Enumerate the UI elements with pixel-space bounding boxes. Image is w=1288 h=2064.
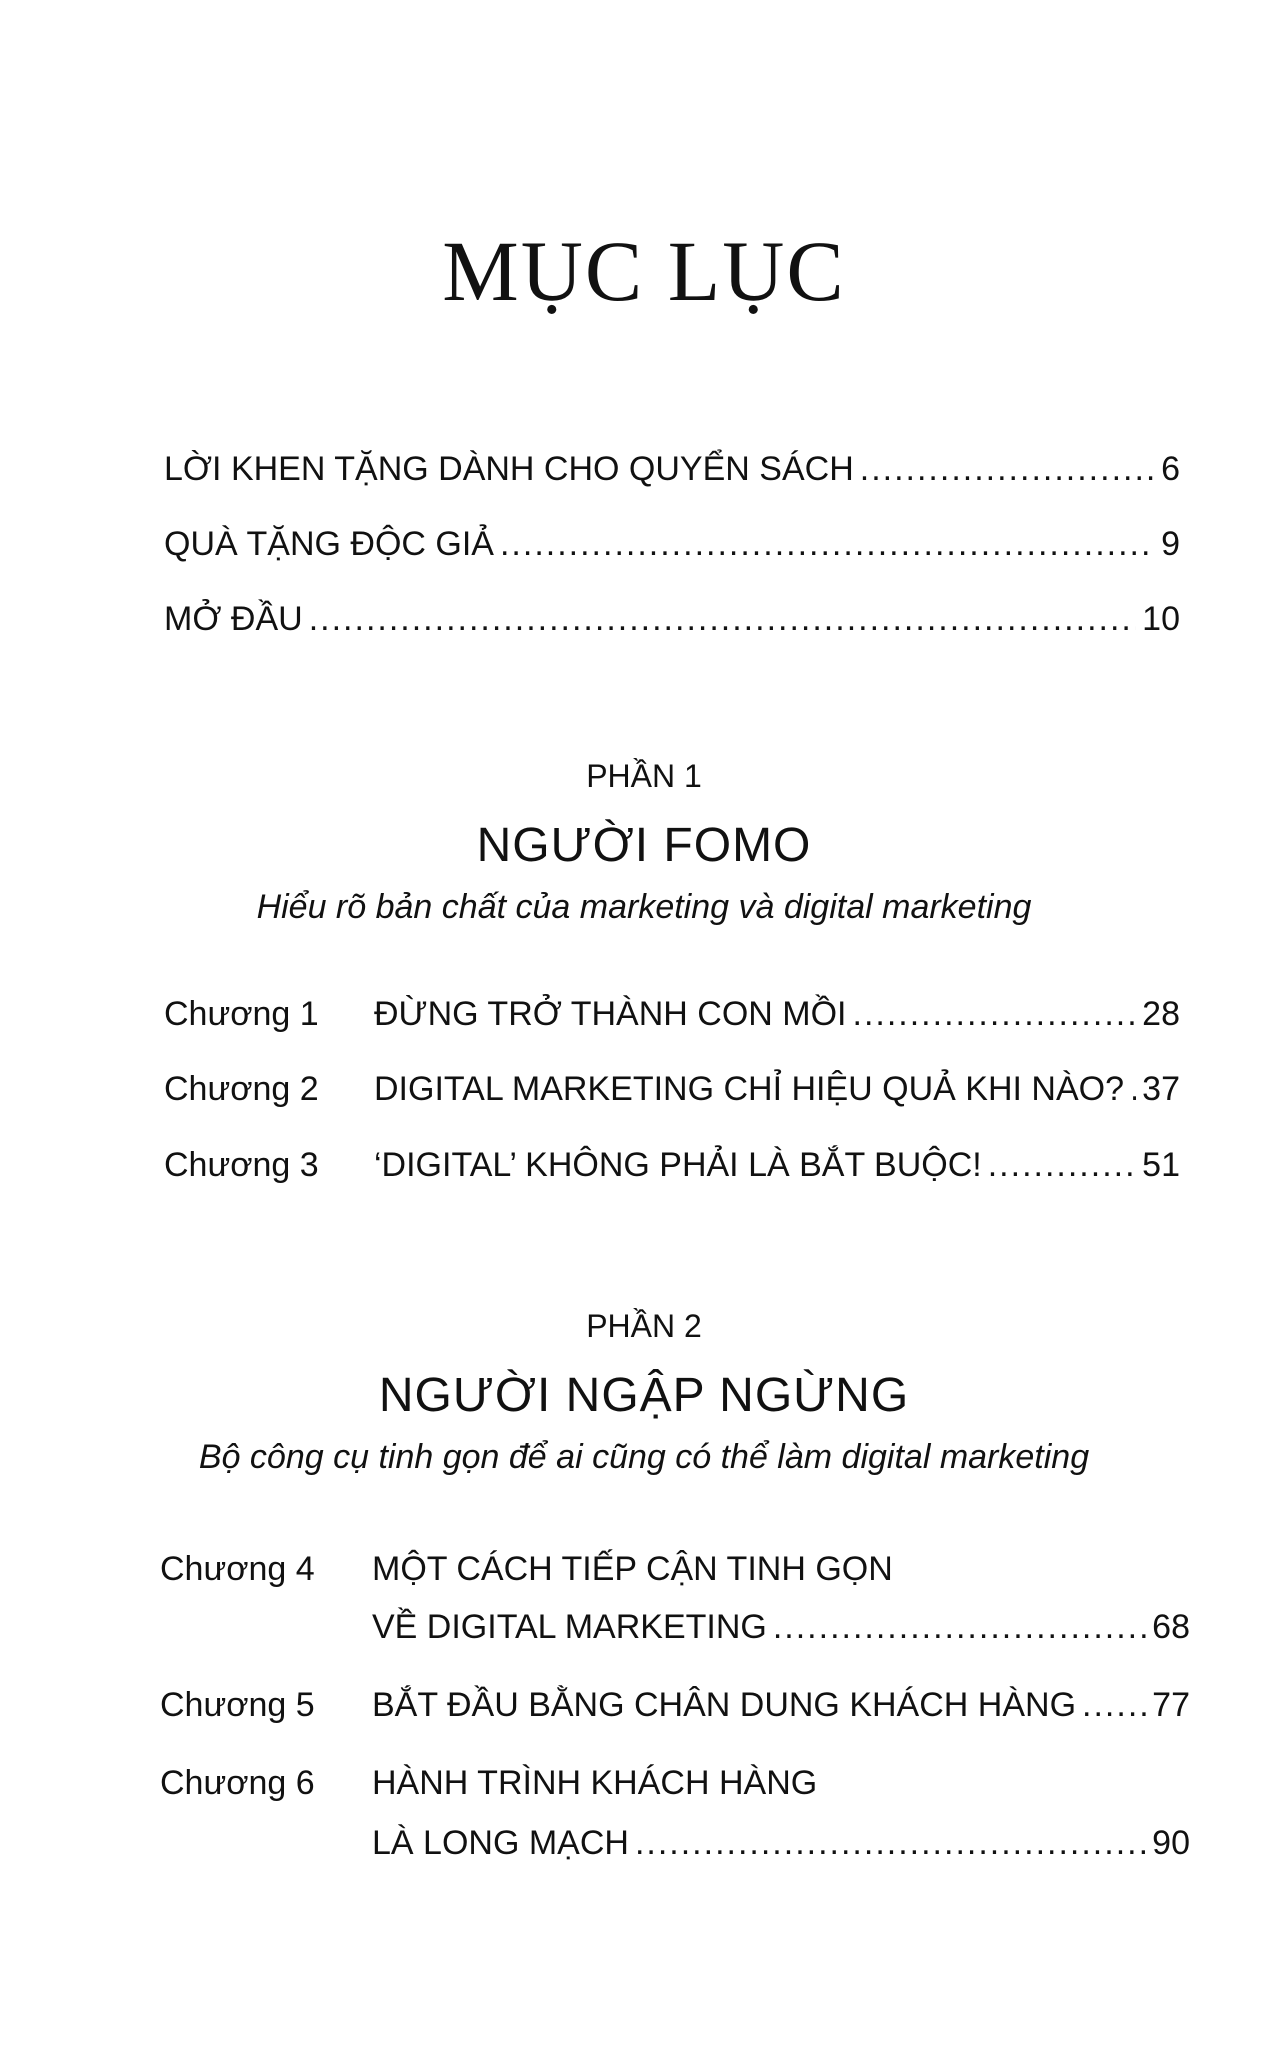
toc-entry-label: LỜI KHEN TẶNG DÀNH CHO QUYỂN SÁCH xyxy=(164,450,854,488)
dot-leader xyxy=(635,1826,1146,1860)
chapter-number-label: Chương 1 xyxy=(164,995,319,1033)
toc-entry-chapter-4[interactable] xyxy=(372,1610,1190,1644)
toc-entry-label: QUÀ TẶNG ĐỘC GIẢ xyxy=(164,525,494,563)
dot-leader xyxy=(853,997,1137,1031)
toc-entry-chapter-3[interactable] xyxy=(374,1148,1180,1182)
part-1-label: PHẦN 1 xyxy=(586,758,702,794)
dot-leader xyxy=(1082,1688,1146,1722)
dot-leader xyxy=(309,602,1136,636)
dot-leader xyxy=(1130,1072,1136,1106)
chapter-page: 51 xyxy=(1142,1146,1180,1184)
chapter-number-label: Chương 3 xyxy=(164,1146,319,1184)
toc-entry-chapter-1[interactable] xyxy=(374,997,1180,1031)
chapter-page: 90 xyxy=(1152,1824,1190,1862)
part-2-title: NGƯỜI NGẬP NGỪNG xyxy=(378,1369,910,1422)
toc-entry-chapter-2[interactable] xyxy=(374,1072,1180,1106)
chapter-page: 37 xyxy=(1142,1070,1180,1108)
toc-entry-chapter-5[interactable] xyxy=(372,1688,1190,1722)
chapter-title: HÀNH TRÌNH KHÁCH HÀNG xyxy=(372,1764,818,1802)
toc-entry-front-matter[interactable] xyxy=(164,452,1180,486)
toc-entry-page: 6 xyxy=(1161,450,1180,488)
chapter-title-continued: LÀ LONG MẠCH xyxy=(372,1824,629,1862)
chapter-number-label: Chương 2 xyxy=(164,1070,319,1108)
toc-entry-page: 9 xyxy=(1161,525,1180,563)
dot-leader xyxy=(988,1148,1136,1182)
page-title: MỤC LỤC xyxy=(442,223,846,319)
toc-entry-label: MỞ ĐẦU xyxy=(164,600,303,638)
chapter-title: MỘT CÁCH TIẾP CẬN TINH GỌN xyxy=(372,1550,893,1588)
chapter-number-label: Chương 4 xyxy=(160,1550,315,1588)
part-1-subtitle: Hiểu rõ bản chất của marketing và digital marketing xyxy=(256,888,1032,926)
toc-entry-front-matter[interactable] xyxy=(164,602,1180,636)
part-1-title: NGƯỜI FOMO xyxy=(476,819,812,872)
toc-entry-front-matter[interactable] xyxy=(164,527,1180,561)
part-2-subtitle: Bộ công cụ tinh gọn để ai cũng có thể làm digital marketing xyxy=(198,1438,1090,1476)
chapter-page: 28 xyxy=(1142,995,1180,1033)
chapter-title: ĐỪNG TRỞ THÀNH CON MỒI xyxy=(374,995,847,1033)
dot-leader xyxy=(860,452,1155,486)
dot-leader xyxy=(500,527,1155,561)
chapter-number-label: Chương 6 xyxy=(160,1764,315,1802)
chapter-title-continued: VỀ DIGITAL MARKETING xyxy=(372,1608,767,1646)
chapter-title: DIGITAL MARKETING CHỈ HIỆU QUẢ KHI NÀO? xyxy=(374,1070,1124,1108)
toc-entry-page: 10 xyxy=(1142,600,1180,638)
dot-leader xyxy=(773,1610,1146,1644)
chapter-page: 77 xyxy=(1152,1686,1190,1724)
chapter-title: ‘DIGITAL’ KHÔNG PHẢI LÀ BẮT BUỘC! xyxy=(374,1146,982,1184)
chapter-title: BẮT ĐẦU BẰNG CHÂN DUNG KHÁCH HÀNG xyxy=(372,1686,1077,1724)
part-2-label: PHẦN 2 xyxy=(586,1308,702,1344)
toc-entry-chapter-6[interactable] xyxy=(372,1826,1190,1860)
chapter-page: 68 xyxy=(1152,1608,1190,1646)
chapter-number-label: Chương 5 xyxy=(160,1686,315,1724)
